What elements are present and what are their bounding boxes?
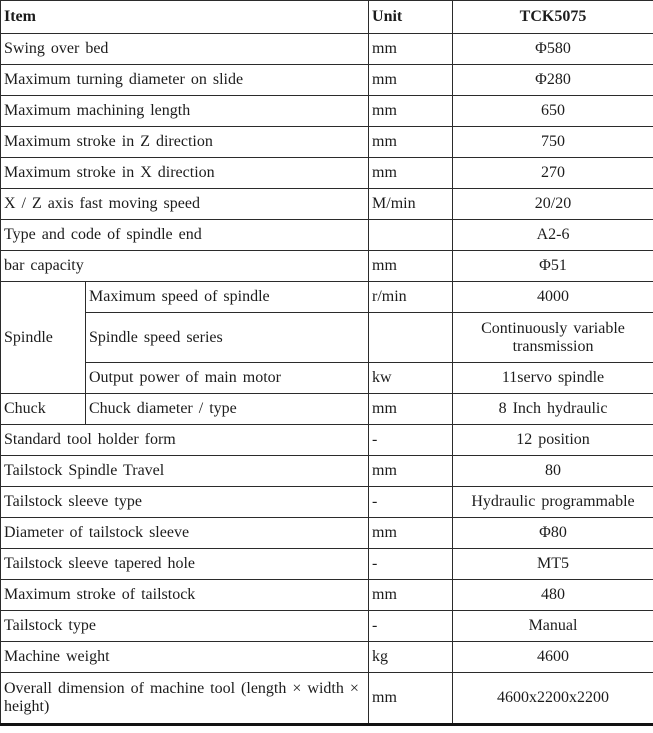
unit-cell: M/min xyxy=(369,189,453,220)
unit-cell: mm xyxy=(369,580,453,611)
item-cell: Spindle speed series xyxy=(86,313,369,363)
table-row xyxy=(1,487,653,518)
unit-cell: mm xyxy=(369,34,453,65)
item-cell: Tailstock sleeve type xyxy=(1,487,369,518)
unit-cell: - xyxy=(369,611,453,642)
item-cell: Maximum stroke in Z direction xyxy=(1,127,369,158)
value-cell: 4600x2200x2200 xyxy=(453,673,653,725)
table-row xyxy=(1,251,653,282)
table-row xyxy=(1,580,653,611)
unit-cell: r/min xyxy=(369,282,453,313)
item-cell: Type and code of spindle end xyxy=(1,220,369,251)
table-row xyxy=(1,549,653,580)
item-cell: Maximum turning diameter on slide xyxy=(1,65,369,96)
table-row xyxy=(1,34,653,65)
value-cell: 4600 xyxy=(453,642,653,673)
table-row xyxy=(1,611,653,642)
table-row xyxy=(1,282,653,313)
value-cell: 12 position xyxy=(453,425,653,456)
unit-cell xyxy=(369,313,453,363)
item-cell: Maximum stroke in X direction xyxy=(1,158,369,189)
value-cell: 20/20 xyxy=(453,189,653,220)
unit-cell: - xyxy=(369,425,453,456)
value-cell: 4000 xyxy=(453,282,653,313)
table-row xyxy=(1,673,653,725)
value-cell: Φ80 xyxy=(453,518,653,549)
item-cell: Tailstock type xyxy=(1,611,369,642)
value-cell: Hydraulic programmable xyxy=(453,487,653,518)
item-cell: Standard tool holder form xyxy=(1,425,369,456)
unit-cell: mm xyxy=(369,158,453,189)
unit-cell xyxy=(369,220,453,251)
unit-cell: mm xyxy=(369,518,453,549)
item-cell: Overall dimension of machine tool (length × width × height) xyxy=(1,673,369,725)
group-cell-spindle: Spindle xyxy=(1,282,86,394)
item-cell: X / Z axis fast moving speed xyxy=(1,189,369,220)
value-cell: 11servo spindle xyxy=(453,363,653,394)
header-model: TCK5075 xyxy=(453,1,653,34)
value-cell: MT5 xyxy=(453,549,653,580)
item-cell: Maximum machining length xyxy=(1,96,369,127)
table-row xyxy=(1,189,653,220)
unit-cell: mm xyxy=(369,96,453,127)
table-row xyxy=(1,313,653,363)
header-row xyxy=(1,1,653,34)
table-row xyxy=(1,518,653,549)
item-cell: Maximum speed of spindle xyxy=(86,282,369,313)
table-row xyxy=(1,96,653,127)
item-cell: Machine weight xyxy=(1,642,369,673)
table-row xyxy=(1,394,653,425)
table-row xyxy=(1,127,653,158)
item-cell: Tailstock Spindle Travel xyxy=(1,456,369,487)
item-cell: Swing over bed xyxy=(1,34,369,65)
unit-cell: mm xyxy=(369,251,453,282)
item-cell: Diameter of tailstock sleeve xyxy=(1,518,369,549)
table-row xyxy=(1,158,653,189)
item-cell: bar capacity xyxy=(1,251,369,282)
unit-cell: mm xyxy=(369,673,453,725)
table-row xyxy=(1,363,653,394)
value-cell: 80 xyxy=(453,456,653,487)
value-cell: Continuously variable transmission xyxy=(453,313,653,363)
value-cell: 480 xyxy=(453,580,653,611)
unit-cell: mm xyxy=(369,65,453,96)
unit-cell: mm xyxy=(369,127,453,158)
unit-cell: mm xyxy=(369,394,453,425)
value-cell: A2-6 xyxy=(453,220,653,251)
unit-cell: - xyxy=(369,549,453,580)
value-cell: Φ580 xyxy=(453,34,653,65)
table-row xyxy=(1,65,653,96)
item-cell: Tailstock sleeve tapered hole xyxy=(1,549,369,580)
item-cell: Chuck diameter / type xyxy=(86,394,369,425)
value-cell: 650 xyxy=(453,96,653,127)
unit-cell: kw xyxy=(369,363,453,394)
group-cell-chuck: Chuck xyxy=(1,394,86,425)
unit-cell: - xyxy=(369,487,453,518)
table-row xyxy=(1,220,653,251)
value-cell: Manual xyxy=(453,611,653,642)
value-cell: Φ280 xyxy=(453,65,653,96)
value-cell: Φ51 xyxy=(453,251,653,282)
unit-cell: kg xyxy=(369,642,453,673)
table-row xyxy=(1,425,653,456)
header-unit: Unit xyxy=(369,1,453,34)
item-cell: Output power of main motor xyxy=(86,363,369,394)
unit-cell: mm xyxy=(369,456,453,487)
table-row xyxy=(1,642,653,673)
item-cell: Maximum stroke of tailstock xyxy=(1,580,369,611)
table-row xyxy=(1,456,653,487)
header-item: Item xyxy=(1,1,369,34)
value-cell: 8 Inch hydraulic xyxy=(453,394,653,425)
value-cell: 270 xyxy=(453,158,653,189)
value-cell: 750 xyxy=(453,127,653,158)
